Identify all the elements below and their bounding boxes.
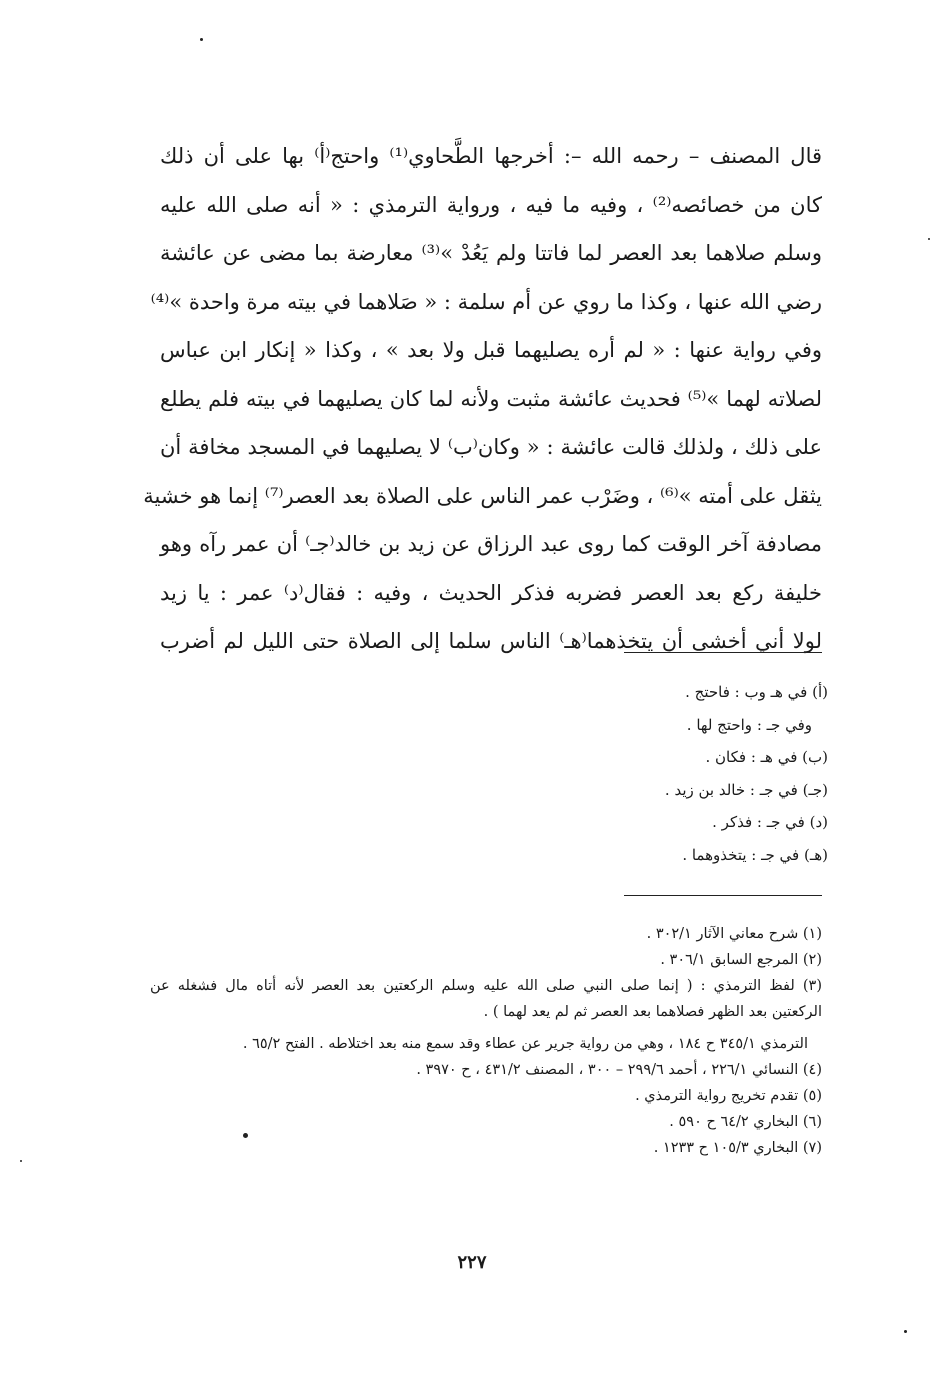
scan-speck — [20, 1160, 22, 1162]
variant-note: وفي جـ : واحتج لها . — [686, 715, 812, 734]
footnote: (٦) البخاري ٦٤/٢ ح ٥٩٠ . — [669, 1114, 822, 1130]
scan-speck — [200, 38, 203, 41]
footnote-continuation: الركعتين بعد الظهر فصلاهما بعد العصر ثم لم يعد لهما ) . — [483, 1004, 822, 1020]
footnote: (١) شرح معاني الآثار ٣٠٢/١ . — [646, 926, 822, 942]
footnotes-separator-rule — [624, 895, 822, 896]
variants-separator-rule — [624, 652, 822, 653]
main-text-line: وفي رواية عنها : « لم أره يصليهما قبل ولا بعد » ، وكذا « إنكار ابن عباس — [160, 338, 822, 362]
scan-speck — [904, 1330, 907, 1333]
footnote: (٢) المرجع السابق ٣٠٦/١ . — [660, 952, 822, 968]
footnote: (٣) لفظ الترمذي : ( إنما صلى النبي صلى الله عليه وسلم الركعتين بعد العصر لأنه أتاه مال فشغله عن — [150, 978, 822, 994]
manuscript-variants-list — [528, 676, 828, 871]
main-text-line: يثقل على أمته »⁽⁶⁾ ، وضَرْب عمر الناس على الصلاة بعد العصر⁽⁷⁾ إنما هو خشية — [143, 483, 822, 508]
variant-note: (أ) في هـ وب : فاحتج . — [685, 683, 828, 701]
page-number: ٢٢٧ — [457, 1252, 487, 1273]
footnote: (٥) تقدم تخريج رواية الترمذي . — [635, 1088, 822, 1104]
footnote-continuation: الترمذي ٣٤٥/١ ح ١٨٤ ، وهي من رواية جرير عن عطاء وقد سمع منه بعد اختلاطه . الفتح ٦٥/٢ . — [242, 1036, 808, 1052]
scan-speck — [243, 1133, 248, 1138]
scan-speck — [928, 238, 930, 240]
footnote: (٧) البخاري ١٠٥/٣ ح ١٢٣٣ . — [653, 1140, 822, 1156]
footnotes-list — [150, 921, 822, 1161]
main-text-line: على ذلك ، ولذلك قالت عائشة : « وكان⁽ب⁾ لا يصليهما في المسجد مخافة أن — [160, 435, 822, 459]
variant-note: (ب) في هـ : فكان . — [705, 748, 828, 766]
main-text-line: رضي الله عنها ، وكذا ما روي عن أم سلمة : « صَلاهما في بيته مرة واحدة »⁽⁴⁾ — [150, 289, 822, 314]
main-text-line: خليفة ركع بعد العصر فضربه فذكر الحديث ، وفيه : فقال⁽د⁾ عمر : يا زيد — [160, 580, 822, 605]
main-text-line: وسلم صلاهما بعد العصر لما فاتتا ولم يَعُدْ »⁽³⁾ معارضة بما مضى عن عائشة — [160, 241, 822, 265]
variant-note: (هـ) في جـ : يتخذوهما . — [682, 845, 828, 864]
main-text-line: مصادفة آخر الوقت كما روى عبد الرزاق عن زيد بن خالد⁽جـ⁾ أن عمر رآه وهو — [160, 532, 822, 556]
main-text-line: لصلاته لهما »⁽⁵⁾ فحديث عائشة مثبت ولأنه لما كان يصليهما في بيته فلم يطلع — [160, 386, 822, 411]
footnote: (٤) النسائي ٢٢٦/١ ، أحمد ٢٩٩/٦ – ٣٠٠ ، المصنف ٤٣١/٢ ، ح ٣٩٧٠ . — [416, 1062, 822, 1078]
main-text-line: لولا أني أخشى أن يتخذهما⁽هـ⁾ الناس سلما إلى الصلاة حتى الليل لم أضرب — [160, 629, 822, 653]
variant-note: (جـ) في جـ : خالد بن زيد . — [664, 780, 828, 799]
main-text-line: قال المصنف – رحمه الله –: أخرجها الطَّحاوي⁽¹⁾ واحتج⁽أ⁾ بها على أن ذلك — [160, 144, 823, 168]
main-text-line: كان من خصائصه⁽²⁾ ، وفيه ما فيه ، ورواية الترمذي : « أنه صلى الله عليه — [160, 192, 823, 217]
main-text-block — [143, 132, 823, 666]
variant-note: (د) في جـ : فذكر . — [712, 813, 828, 831]
